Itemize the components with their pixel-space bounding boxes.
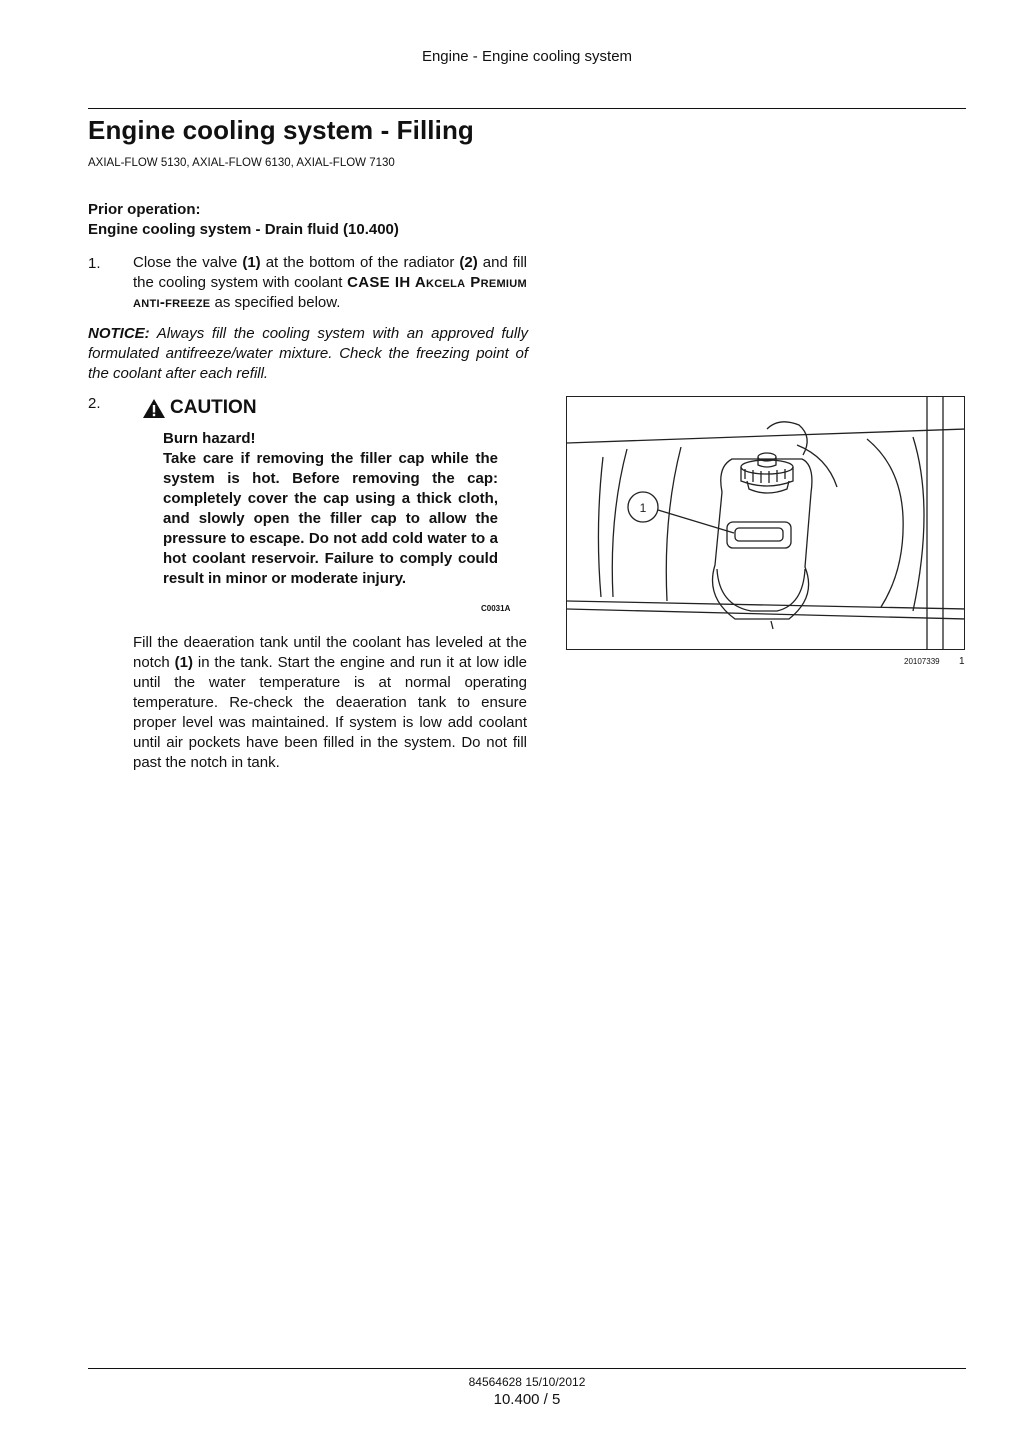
caution-hazard: Burn hazard! <box>163 430 256 447</box>
step-1-text-a: Close the valve <box>133 254 243 271</box>
step-1-text-b: at the bottom of the radiator <box>260 254 460 271</box>
step-2-text <box>133 633 527 773</box>
caution-body <box>163 429 498 589</box>
step-1-text-d: as specified below. <box>210 294 341 311</box>
notch-reference: (1) <box>174 654 193 671</box>
prior-operation-link[interactable]: Engine cooling system - Drain fluid (10.400) <box>88 221 399 238</box>
caution-title: CAUTION <box>170 397 257 418</box>
caution-text: Take care if removing the filler cap while the system is hot. Before removing the cap: completely cover the cap using a thick cloth, and slowly open the filler cap to allow the pressure to escape. Do not add cold water to a hot coolant reservoir. Failure to comply could result in minor or moderate injury. <box>163 450 498 587</box>
prior-operation <box>88 200 399 240</box>
valve-reference: (1) <box>242 254 261 271</box>
notice-text: Always fill the cooling system with an approved fully formulated antifreeze/water mixture. Check the freezing point of the coolant after each refill. <box>88 325 528 382</box>
running-header: Engine - Engine cooling system <box>421 48 633 65</box>
header-divider <box>88 108 966 109</box>
model-list: AXIAL-FLOW 5130, AXIAL-FLOW 6130, AXIAL-FLOW 7130 <box>88 157 395 169</box>
step-1-text <box>133 253 527 313</box>
notice-label: NOTICE: <box>88 325 150 342</box>
step-2-number: 2. <box>88 395 101 412</box>
radiator-reference: (2) <box>459 254 478 271</box>
step-1-text-c: and fill the cooling system with coolant <box>133 254 527 291</box>
caution-code: C0031A <box>481 604 511 613</box>
footer-page-number: 10.400 / 5 <box>493 1391 561 1408</box>
figure-code: 20107339 <box>904 657 940 666</box>
figure-callout-label: 1 <box>639 501 647 515</box>
footer-divider <box>88 1368 966 1369</box>
figure-number: 1 <box>959 656 965 667</box>
caution-heading <box>142 397 257 419</box>
footer-document-info: 84564628 15/10/2012 <box>468 1375 586 1389</box>
prior-operation-label: Prior operation: <box>88 201 201 218</box>
page-title: Engine cooling system - Filling <box>88 115 474 145</box>
notice-paragraph <box>88 324 528 384</box>
figure-deaeration-tank <box>566 396 965 650</box>
warning-triangle-icon <box>142 398 166 419</box>
coolant-brand: CASE IH Akcela Premium anti-freeze <box>133 274 527 311</box>
deaeration-tank-illustration <box>567 397 965 650</box>
step-2-text-b: in the tank. Start the engine and run it at low idle until the water temperature is at normal operating temperature. Re-check the deaeration tank to ensure proper level was maintained. If system is low add coolant until air pockets have been filled in the system. Do not fill past the notch in tank. <box>133 654 527 771</box>
step-1-number: 1. <box>88 255 101 272</box>
step-2-text-a: Fill the deaeration tank until the coolant has leveled at the notch <box>133 634 527 671</box>
